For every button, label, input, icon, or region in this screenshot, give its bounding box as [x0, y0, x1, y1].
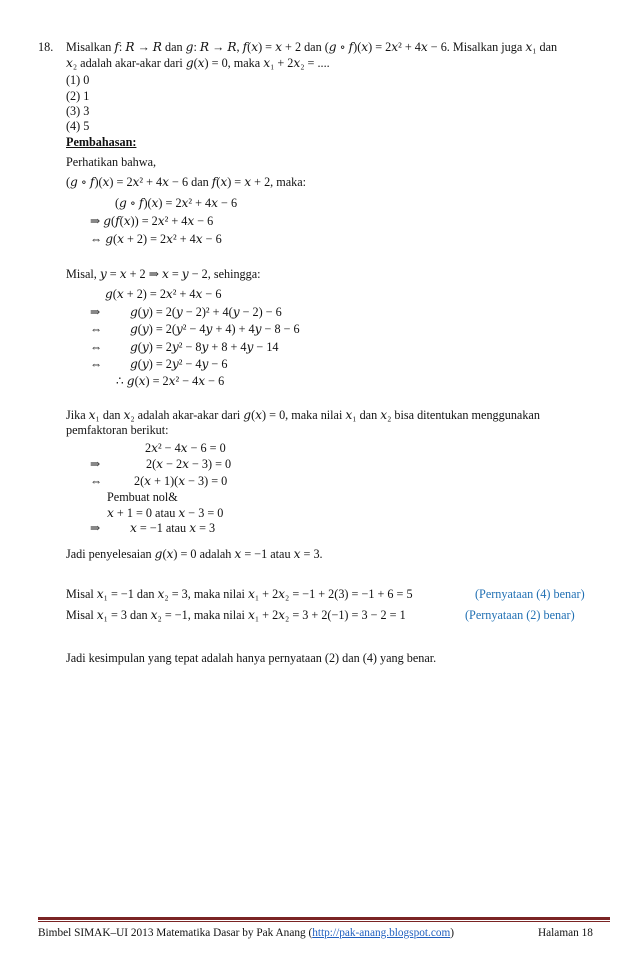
given-equation: (𝑔 ∘ 𝑓)(𝑥) = 2𝑥² + 4𝑥 − 6 dan 𝑓(𝑥) = 𝑥 + 2, maka: [66, 175, 307, 189]
footer-rule-thick [38, 917, 610, 920]
case-1-note: (Pernyataan (4) benar) [475, 587, 585, 601]
solution-intro: Perhatikan bahwa, [66, 155, 157, 169]
zero-equation: 𝑥 + 1 = 0 atau 𝑥 − 3 = 0 [107, 506, 224, 520]
problem-number: 18. [38, 40, 54, 54]
zero-solution: 𝑥 = −1 atau 𝑥 = 3 [130, 521, 216, 535]
zero-label: Pembuat nol& [107, 490, 178, 504]
step2-symbol-3: ⇔ [90, 340, 103, 354]
step1-line-3: ⇔ 𝑔(𝑥 + 2) = 2𝑥² + 4𝑥 − 6 [90, 232, 222, 246]
case-2-note: (Pernyataan (2) benar) [465, 608, 575, 622]
factor-expr-2: 2(𝑥 + 1)(𝑥 − 3) = 0 [134, 474, 228, 488]
step2-first: 𝑔(𝑥 + 2) = 2𝑥² + 4𝑥 − 6 [105, 287, 222, 301]
roots-conclusion: Jadi penyelesaian 𝑔(𝑥) = 0 adalah 𝑥 = −1 atau 𝑥 = 3. [66, 547, 323, 561]
step2-result: ∴ 𝑔(𝑥) = 2𝑥² − 4𝑥 − 6 [116, 374, 225, 388]
step2-symbol-2: ⇔ [90, 322, 103, 336]
step2-symbol-1: ⇒ [90, 305, 101, 319]
step1-line-1: (𝑔 ∘ 𝑓)(𝑥) = 2𝑥² + 4𝑥 − 6 [115, 196, 238, 210]
roots-intro-line-2: pemfaktoran berikut: [66, 423, 169, 437]
option-2: (2) 1 [66, 89, 90, 103]
factor-symbol-2: ⇔ [90, 474, 103, 488]
factor-symbol-1: ⇒ [90, 457, 101, 471]
option-1: (1) 0 [66, 73, 90, 87]
final-conclusion: Jadi kesimpulan yang tepat adalah hanya pernyataan (2) dan (4) yang benar. [66, 651, 437, 665]
factor-first: 2𝑥² − 4𝑥 − 6 = 0 [145, 441, 226, 455]
footer-rule-thin [38, 921, 610, 922]
footer-blog-link[interactable]: http://pak-anang.blogspot.com [312, 927, 451, 939]
step2-expr-3: 𝑔(𝑦) = 2𝑦² − 8𝑦 + 8 + 4𝑦 − 14 [130, 340, 279, 354]
zero-symbol: ⇒ [90, 521, 101, 535]
problem-text-line-2: 𝑥₂ adalah akar-akar dari 𝑔(𝑥) = 0, maka 𝑥₁ + 2𝑥₂ = .... [66, 56, 330, 70]
substitution-text: Misal, 𝑦 = 𝑥 + 2 ⇒ 𝑥 = 𝑦 − 2, sehingga: [66, 267, 261, 281]
footer-credit [38, 927, 454, 939]
factor-expr-1: 2(𝑥 − 2𝑥 − 3) = 0 [146, 457, 232, 471]
case-1: Misal 𝑥₁ = −1 dan 𝑥₂ = 3, maka nilai 𝑥₁ + 2𝑥₂ = −1 + 2(3) = −1 + 6 = 5 [66, 587, 413, 601]
step2-expr-4: 𝑔(𝑦) = 2𝑦² − 4𝑦 − 6 [130, 357, 228, 371]
footer-credit-end: ) [450, 927, 455, 939]
roots-intro-line-1: Jika 𝑥₁ dan 𝑥₂ adalah akar-akar dari 𝑔(𝑥) = 0, maka nilai 𝑥₁ dan 𝑥₂ bisa ditentukan menggunakan [66, 408, 540, 422]
page-number: Halaman 18 [538, 927, 593, 939]
option-4: (4) 5 [66, 119, 90, 133]
step1-line-2: ⇒ 𝑔(𝑓(𝑥)) = 2𝑥² + 4𝑥 − 6 [90, 214, 214, 228]
problem-text-line-1: Misalkan 𝑓: 𝑅 → 𝑅 dan 𝑔: 𝑅 → 𝑅, 𝑓(𝑥) = 𝑥 + 2 dan (𝑔 ∘ 𝑓)(𝑥) = 2𝑥² + 4𝑥 − 6. Misalkan juga 𝑥₁ dan [66, 40, 558, 54]
step2-expr-2: 𝑔(𝑦) = 2(𝑦² − 4𝑦 + 4) + 4𝑦 − 8 − 6 [130, 322, 300, 336]
solution-heading: Pembahasan: [66, 135, 137, 149]
case-2: Misal 𝑥₁ = 3 dan 𝑥₂ = −1, maka nilai 𝑥₁ + 2𝑥₂ = 3 + 2(−1) = 3 − 2 = 1 [66, 608, 406, 622]
footer-credit-text: Bimbel SIMAK–UI 2013 Matematika Dasar by Pak Anang ( [38, 927, 313, 939]
step2-expr-1: 𝑔(𝑦) = 2(𝑦 − 2)² + 4(𝑦 − 2) − 6 [130, 305, 282, 319]
step2-symbol-4: ⇔ [90, 357, 103, 371]
option-3: (3) 3 [66, 104, 90, 118]
